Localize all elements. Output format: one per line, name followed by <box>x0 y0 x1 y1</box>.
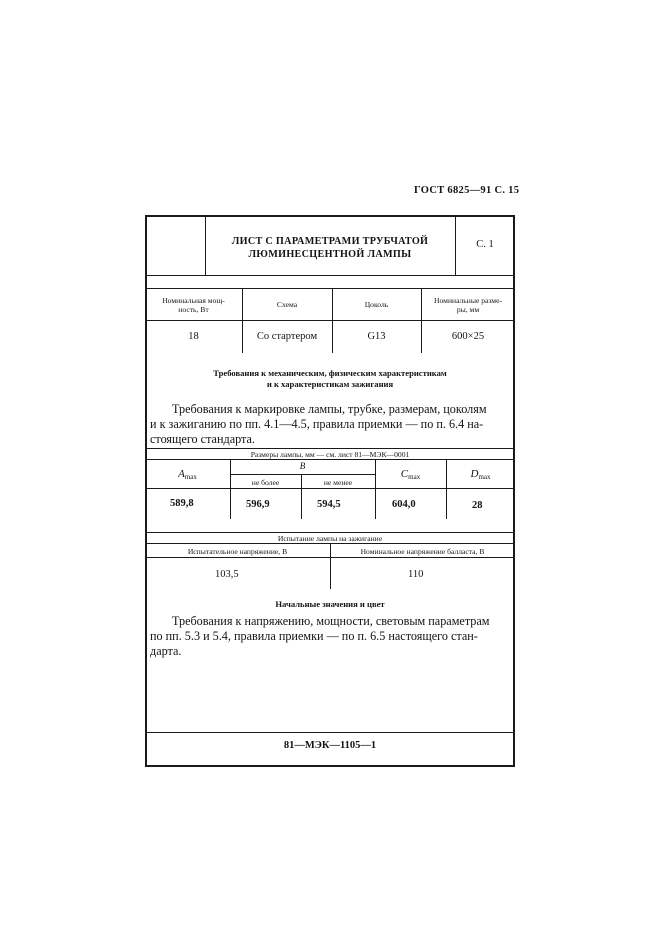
ignition-col2-header: Номинальное напряжение балласта, В <box>360 547 485 556</box>
params-top-rule <box>145 288 515 289</box>
dims-b-max-value: 596,9 <box>246 499 270 510</box>
dims-b-header: B <box>299 461 306 471</box>
value-power: 18 <box>188 331 199 342</box>
footer-rule <box>145 732 515 733</box>
footer-code: 81—МЭК—1105—1 <box>283 740 377 751</box>
section1-heading-line1: Требования к механическим, физическим характеристикам <box>213 368 447 378</box>
ignition-test-voltage: 103,5 <box>215 569 239 580</box>
dims-a-value: 589,8 <box>170 498 194 509</box>
value-scheme: Со стартером <box>256 331 318 342</box>
dims-b-min-label: не менее <box>323 478 353 487</box>
dims-b-max-label: не более <box>251 478 280 487</box>
header-dims-line2: ры, мм <box>456 305 480 314</box>
title-bottom-rule <box>145 275 515 276</box>
header-dims-line1: Номинальные разме- <box>434 296 502 305</box>
value-dims: 600×25 <box>451 331 485 342</box>
dims-caption-rule <box>145 459 515 460</box>
params-header-rule <box>145 320 515 321</box>
dims-d-header: $D_{max}$ <box>470 468 491 481</box>
page-header: ГОСТ 6825—91 С. 15 <box>414 185 520 196</box>
section2-heading: Начальные значения и цвет <box>275 599 385 609</box>
section2-para-line1: Требования к напряжению, мощности, световым параметрам <box>172 614 490 628</box>
ignition-col1-header: Испытательное напряжение, В <box>187 547 288 556</box>
sheet-title-line2: ЛЮМИНЕСЦЕНТНОЙ ЛАМПЫ <box>248 249 412 260</box>
ignition-ballast-voltage: 110 <box>408 569 424 580</box>
params-col-divider-2 <box>332 288 333 353</box>
dims-c-value: 604,0 <box>392 499 416 510</box>
section1-para-line1: Требования к маркировке лампы, трубке, размерам, цоколям <box>172 402 487 416</box>
params-col-divider-1 <box>242 288 243 353</box>
section2-para-line2: по пп. 5.3 и 5.4, правила приемки — по п. 6.5 настоящего стан- <box>150 629 478 643</box>
ignition-top-rule <box>145 532 515 533</box>
dims-d-value: 28 <box>472 500 483 511</box>
section1-heading-line2: и к характеристикам зажигания <box>266 379 394 389</box>
dims-b-min-value: 594,5 <box>317 499 341 510</box>
section2-para-line3: дарта. <box>150 644 182 658</box>
section1-para-line3: стоящего стандарта. <box>150 432 255 446</box>
dims-header-rule <box>145 488 515 489</box>
sheet-title-line1: ЛИСТ С ПАРАМЕТРАМИ ТРУБЧАТОЙ <box>231 236 429 247</box>
ignition-caption: Испытание лампы на зажигание <box>277 534 383 543</box>
dims-b-split-rule <box>230 474 375 475</box>
dims-caption: Размеры лампы, мм — см. лист 81—МЭК—0001 <box>250 450 410 459</box>
dims-top-rule <box>145 448 515 449</box>
header-scheme: Схема <box>276 300 298 309</box>
value-base: G13 <box>367 331 386 342</box>
dims-c-header: $C_{max}$ <box>400 468 421 481</box>
sheet-page-label: С. 1 <box>476 239 494 250</box>
header-base: Цоколь <box>364 300 389 309</box>
header-power-line1: Номинальная мощ- <box>162 296 225 305</box>
header-power-line2: ность, Вт <box>178 305 209 314</box>
section1-para-line2: и к зажиганию по пп. 4.1—4.5, правила приемки — по п. 6.4 на- <box>150 417 484 431</box>
dims-a-header: $A_{max}$ <box>178 468 197 481</box>
